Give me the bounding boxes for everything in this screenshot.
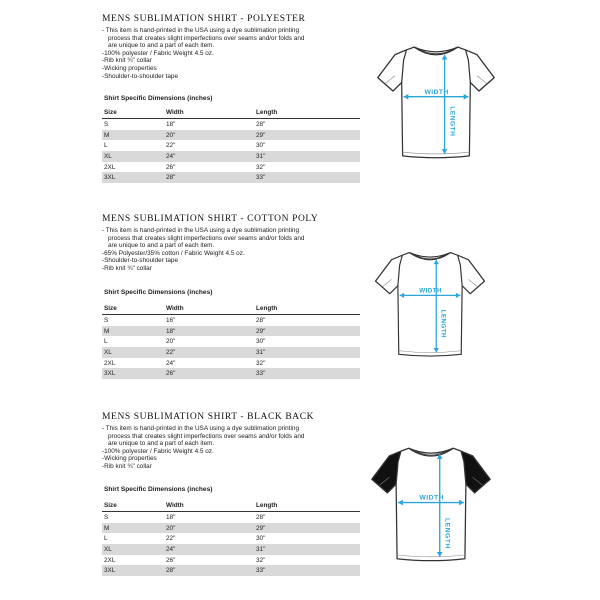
cell-width: 22"	[166, 142, 176, 150]
dims-title: Shirt Specific Dimensions (inches)	[104, 95, 213, 102]
cell-length: 33"	[254, 172, 360, 183]
cell-size: S	[104, 120, 109, 128]
length-label: LENGTH	[443, 518, 451, 549]
cell-length: 32"	[256, 359, 266, 367]
desc-line: -Rib knit ¾" collar	[102, 57, 152, 65]
desc-line: -Shoulder-to-shoulder tape	[102, 257, 179, 265]
section-title: MENS SUBLIMATION SHIRT - POLYESTER	[102, 14, 306, 24]
cell-size: M	[102, 523, 164, 534]
cell-width: 20"	[166, 338, 176, 346]
section-title: MENS SUBLIMATION SHIRT - BLACK BACK	[102, 412, 315, 422]
cell-width: 24"	[166, 359, 176, 367]
desc-line: process that creates slight imperfections over seams and/or folds and	[108, 432, 305, 440]
cell-width: 24"	[164, 151, 254, 162]
section-title: MENS SUBLIMATION SHIRT - COTTON POLY	[102, 214, 319, 224]
cell-length: 30"	[256, 338, 266, 346]
table-row	[102, 315, 360, 326]
desc-line: -Shoulder-to-shoulder tape	[102, 72, 179, 80]
desc-line: - This item is hand-printed in the USA using a dye sublimation printing	[102, 27, 300, 34]
section-black-back	[0, 412, 600, 600]
cell-width: 26"	[164, 368, 254, 379]
header-width: Width	[164, 106, 254, 119]
cell-width: 20"	[164, 523, 254, 534]
desc-line: are unique to and a part of each item.	[108, 242, 215, 250]
cell-width: 18"	[166, 120, 176, 128]
desc-line: process that creates slight imperfections over seams and/or folds and	[108, 34, 305, 42]
shirt-diagram	[368, 438, 494, 568]
table-row	[102, 119, 360, 130]
table-header	[102, 106, 360, 119]
cell-length: 28"	[256, 513, 266, 521]
desc-line: - This item is hand-printed in the USA using a dye sublimation printing	[102, 227, 300, 234]
header-length: Length	[254, 499, 360, 512]
header-width: Width	[164, 302, 254, 315]
cell-length: 32"	[256, 556, 266, 564]
desc-line: -100% polyester / Fabric Weight 4.5 oz.	[102, 447, 214, 455]
cell-width: 18"	[166, 513, 176, 521]
cell-length: 33"	[254, 368, 360, 379]
cell-size: 2XL	[104, 359, 116, 367]
width-label: WIDTH	[424, 88, 449, 96]
table-row	[102, 336, 360, 347]
desc-line: -Rib knit ¾" collar	[102, 264, 152, 272]
size-table	[102, 106, 360, 183]
shirt-diagram	[374, 40, 498, 162]
cell-length: 31"	[254, 347, 360, 358]
cell-width: 28"	[164, 172, 254, 183]
cell-length: 28"	[256, 120, 266, 128]
header-length: Length	[254, 302, 360, 315]
table-row	[102, 512, 360, 523]
desc-line: process that creates slight imperfections over seams and/or folds and	[108, 234, 305, 242]
size-table	[102, 499, 360, 576]
cell-length: 31"	[254, 544, 360, 555]
desc-line: are unique to and a part of each item.	[108, 42, 215, 50]
cell-size: L	[104, 338, 108, 346]
cell-size: 2XL	[104, 163, 116, 171]
desc-line: - This item is hand-printed in the USA using a dye sublimation printing	[102, 425, 300, 432]
table-row	[102, 172, 360, 183]
table-row	[102, 368, 360, 379]
dims-title: Shirt Specific Dimensions (inches)	[104, 486, 213, 493]
desc-line: -65% Polyester/35% cotton / Fabric Weight 4.5 oz.	[102, 249, 245, 257]
cell-size: M	[102, 326, 164, 337]
shirt-diagram	[372, 240, 488, 366]
table-row	[102, 347, 360, 358]
cell-length: 30"	[256, 535, 266, 543]
cell-size: XL	[102, 544, 164, 555]
cell-length: 32"	[256, 163, 266, 171]
shirt-icon	[372, 448, 490, 560]
length-label: LENGTH	[439, 309, 447, 339]
header-size: Size	[102, 499, 164, 512]
table-row	[102, 533, 360, 544]
length-label: LENGTH	[448, 106, 456, 137]
table-row	[102, 555, 360, 566]
cell-length: 31"	[254, 151, 360, 162]
cell-length: 30"	[256, 142, 266, 150]
cell-length: 29"	[254, 326, 360, 337]
table-row	[102, 523, 360, 534]
cell-width: 22"	[166, 535, 176, 543]
cell-size: XL	[102, 151, 164, 162]
header-width: Width	[164, 499, 254, 512]
table-row	[102, 140, 360, 151]
desc-line: -Rib knit ¾" collar	[102, 462, 152, 470]
cell-width: 22"	[164, 347, 254, 358]
table-row	[102, 358, 360, 369]
cell-size: L	[104, 535, 108, 543]
desc-line: are unique to and a part of each item.	[108, 440, 215, 448]
cell-width: 28"	[164, 565, 254, 576]
cell-width: 20"	[164, 130, 254, 141]
width-label: WIDTH	[419, 287, 442, 295]
cell-size: 3XL	[102, 172, 164, 183]
cell-width: 24"	[164, 544, 254, 555]
table-row	[102, 544, 360, 555]
cell-size: S	[104, 513, 109, 521]
cell-size: L	[104, 142, 108, 150]
cell-length: 29"	[254, 523, 360, 534]
table-row	[102, 130, 360, 141]
cell-length: 33"	[254, 565, 360, 576]
table-row	[102, 565, 360, 576]
description	[102, 425, 372, 471]
desc-line: -Wicking properties	[102, 64, 157, 72]
shirt-icon	[378, 47, 494, 158]
cell-width: 26"	[166, 163, 176, 171]
cell-width: 18"	[164, 326, 254, 337]
desc-line: -Wicking properties	[102, 455, 157, 463]
cell-width: 26"	[166, 556, 176, 564]
cell-length: 29"	[254, 130, 360, 141]
cell-size: 2XL	[104, 556, 116, 564]
cell-width: 16"	[166, 316, 176, 324]
cell-size: 3XL	[102, 565, 164, 576]
description	[102, 27, 372, 80]
section-polyester	[0, 14, 600, 202]
header-size: Size	[102, 302, 164, 315]
cell-size: 3XL	[102, 368, 164, 379]
cell-length: 28"	[256, 316, 266, 324]
size-table	[102, 302, 360, 379]
desc-line: -100% polyester / Fabric Weight 4.5 oz.	[102, 49, 214, 57]
table-row	[102, 151, 360, 162]
header-length: Length	[254, 106, 360, 119]
cell-size: S	[104, 316, 109, 324]
header-size: Size	[102, 106, 164, 119]
table-header	[102, 499, 360, 512]
table-row	[102, 326, 360, 337]
table-header	[102, 302, 360, 315]
table-row	[102, 162, 360, 173]
cell-size: XL	[102, 347, 164, 358]
cell-size: M	[102, 130, 164, 141]
dims-title: Shirt Specific Dimensions (inches)	[104, 289, 213, 296]
width-label: WIDTH	[419, 494, 444, 502]
shirt-icon	[376, 253, 485, 357]
description	[102, 227, 372, 273]
section-cotton-poly	[0, 214, 600, 402]
